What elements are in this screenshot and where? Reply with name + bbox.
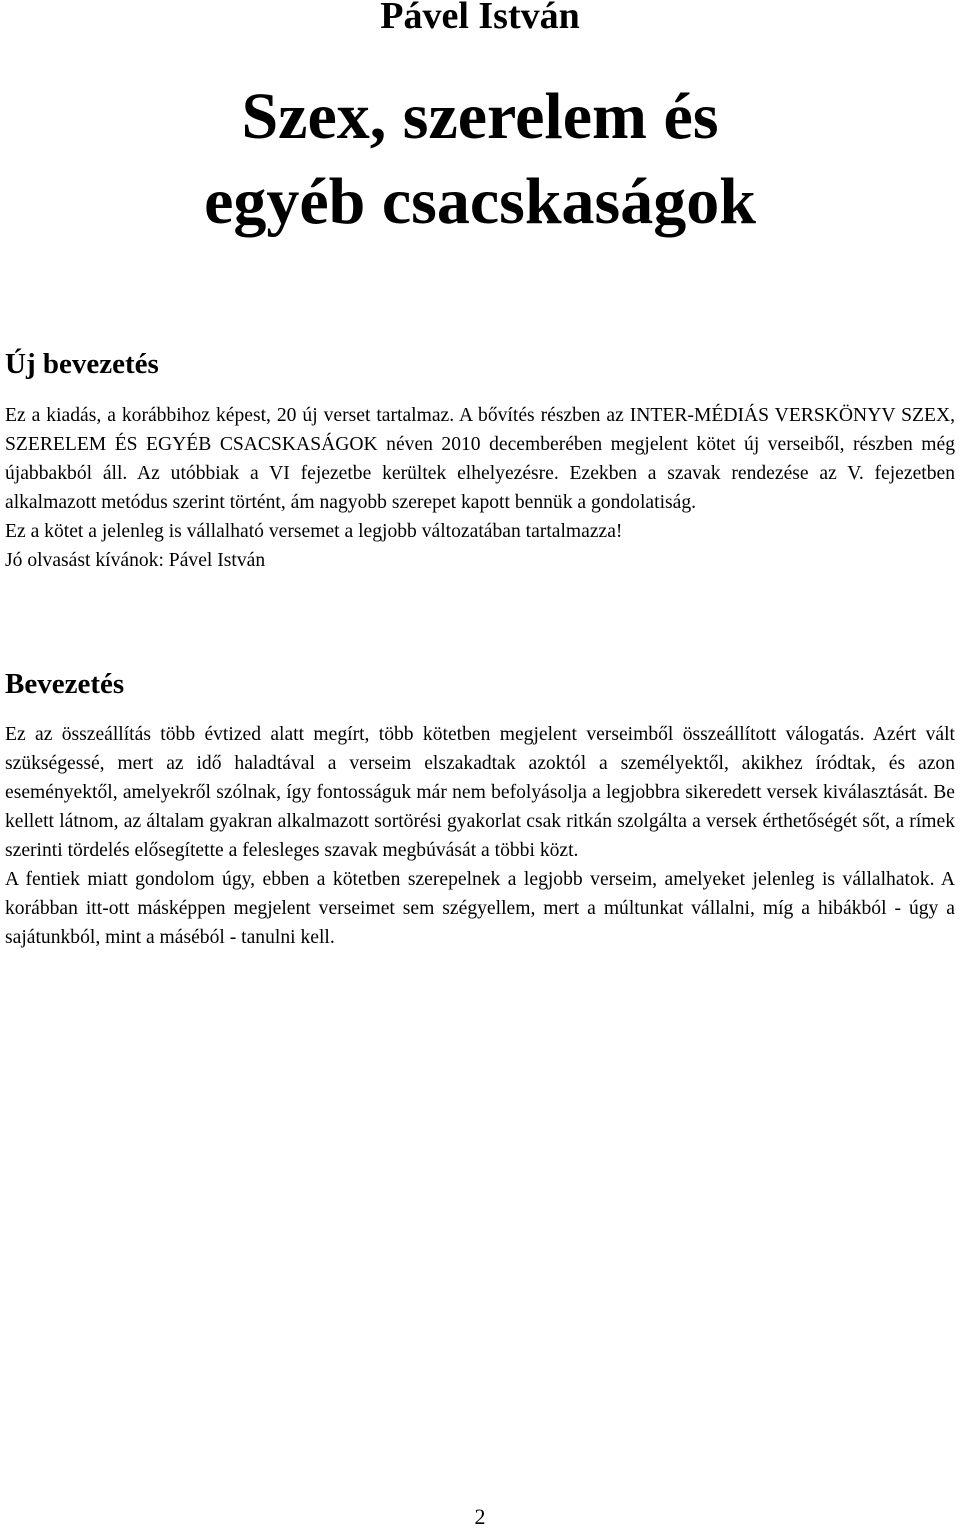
new-intro-paragraph: Ez a kötet a jelenleg is vállalható versemet a legjobb változatában tartalmazza!	[5, 521, 623, 542]
new-intro-section	[5, 401, 955, 575]
new-intro-signature: Jó olvasást kívánok: Pável István	[5, 550, 266, 571]
new-intro-paragraph: Ez a kiadás, a korábbihoz képest, 20 új verset tartalmaz. A bővítés részben az INTER-MÉDIÁS VERSKÖNYV SZEX, SZERELEM ÉS EGYÉB CSACSKASÁGOK néven 2010 decemberében megjelent kötet új verseiből, részben még újabbakból áll. Az utóbbiak a VI fejezetbe kerültek elhelyezésre. Ezekben a szavak rendezése az V. fejezetben alkalmazott metódus szerint történt, ám nagyobb szerepet kapott bennük a gondolatiság.	[5, 405, 955, 513]
intro-heading: Bevezetés	[5, 668, 125, 700]
intro-section	[5, 720, 955, 952]
intro-paragraph: A fentiek miatt gondolom úgy, ebben a kötetben szerepelnek a legjobb verseim, amelyeket jelenleg is vállalhatok. A korábban itt-ott másképpen megjelent verseimet sem szégyellem, mert a múltunkat vállalni, míg a hibákból - úgy a sajátunkból, mint a máséból - tanulni kell.	[5, 869, 955, 948]
page-number: 2	[474, 1504, 486, 1529]
book-title-line-2: egyéb csacskaságok	[204, 165, 756, 238]
book-title-line-1: Szex, szerelem és	[241, 80, 719, 153]
author-name: Pável István	[380, 0, 580, 37]
intro-paragraph: Ez az összeállítás több évtized alatt megírt, több kötetben megjelent verseimből összeállított válogatás. Azért vált szükségessé, mert az idő haladtával a verseim elszakadtak azoktól a személyektől, akikhez íródtak, és azon eseményektől, amelyekről szólnak, így fontosságuk már nem befolyásolja a legjobbra sikeredett versek kiválasztását. Be kellett látnom, az általam gyakran alkalmazott sortörési gyakorlat csak ritkán szolgálta a versek érthetőségét sőt, a rímek szerinti tördelés elősegítette a felesleges szavak megbúvását a többi közt.	[5, 724, 955, 861]
book-title	[0, 74, 960, 244]
new-intro-heading: Új bevezetés	[5, 348, 159, 380]
